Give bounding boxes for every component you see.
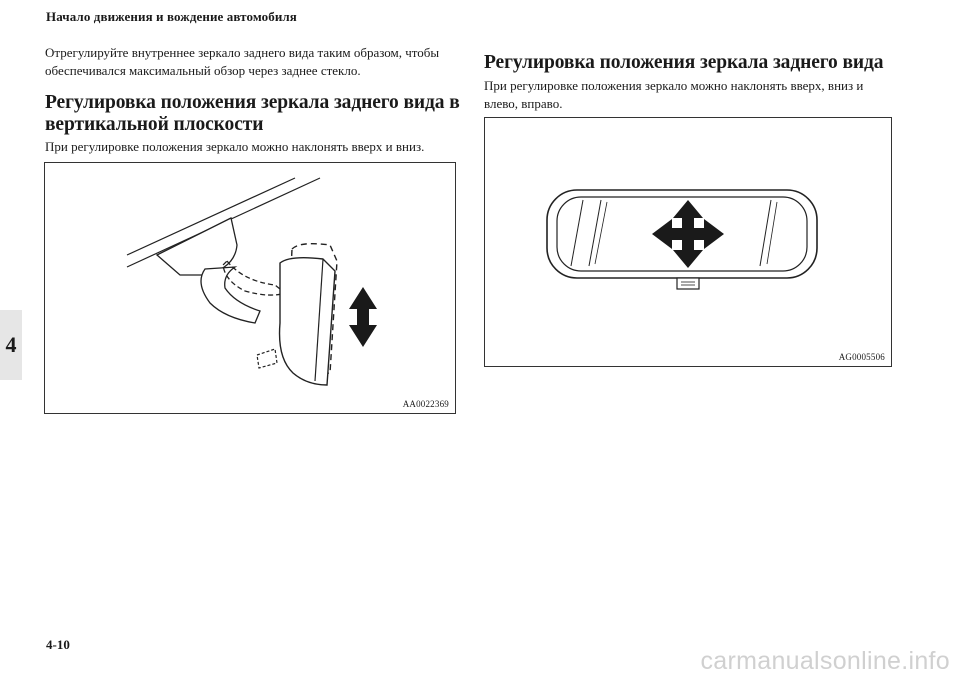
mirror-tilt-up-down-illustration-icon [45, 163, 455, 413]
figure-four-way [484, 117, 892, 367]
figure-code: AA0022369 [402, 399, 449, 409]
watermark: carmanualsonline.info [700, 647, 950, 675]
figure-vertical-tilt [44, 162, 456, 414]
adjust-title: Регулировка положения зеркала заднего вида [484, 52, 884, 73]
chapter-tab [0, 310, 22, 380]
chapter-number: 4 [5, 332, 17, 357]
right-column [484, 52, 894, 113]
figure-code: AG0005506 [838, 352, 885, 362]
adjust-text: При регулировке положения зеркало можно наклонять вверх, вниз и влево, вправо. [484, 78, 864, 111]
page-number: 4-10 [46, 637, 70, 652]
intro-paragraph: Отрегулируйте внутреннее зеркало заднего вида таким образом, чтобы обеспечивался максимальный обзор через заднее стекло. [45, 45, 440, 78]
mirror-four-way-arrows-illustration-icon [485, 118, 891, 366]
left-column [45, 44, 460, 156]
vertical-adjust-title: Регулировка положения зеркала заднего вида в вертикальной плоскости [45, 92, 460, 135]
chapter-header: Начало движения и вождение автомобиля [46, 9, 297, 24]
vertical-adjust-text: При регулировке положения зеркало можно наклонять вверх и вниз. [45, 139, 425, 154]
